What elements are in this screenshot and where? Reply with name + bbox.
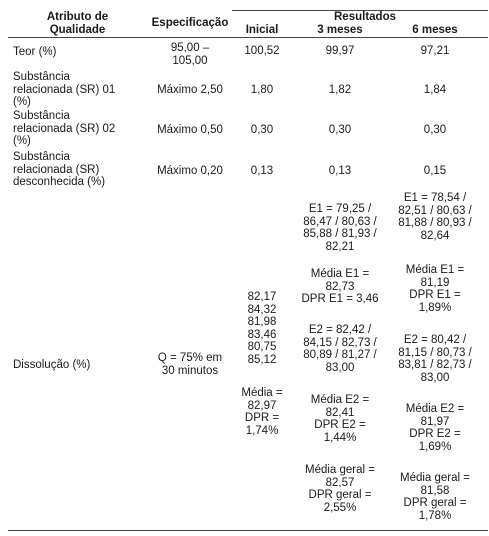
- header-rule-bottom: [8, 37, 488, 38]
- header-attribute: Atributo de Qualidade: [46, 11, 109, 36]
- row-sr01-6m: 1,84: [423, 84, 447, 96]
- dissolucao-initial-stats: Média = 82,97 DPR = 1,74%: [241, 387, 283, 437]
- dissolucao-6m-e1-stats: Média E1 = 81,19 DPR E1 = 1,89%: [405, 264, 465, 314]
- dissolucao-6m-geral: Média geral = 81,58 DPR geral = 1,78%: [400, 472, 470, 522]
- row-sr02-attribute: Substância relacionada (SR) 02 (%): [13, 110, 116, 147]
- row-sr01-spec: Máximo 2,50: [157, 84, 223, 96]
- row-sr02-3m: 0,30: [328, 124, 352, 136]
- dissolucao-3m-e1: E1 = 79,25 / 86,47 / 80,63 / 85,88 / 81,93 / 82,21: [303, 203, 377, 253]
- dissolucao-3m-geral: Média geral = 82,57 DPR geral = 2,55%: [305, 464, 375, 514]
- row-sr01-attribute: Substância relacionada (SR) 01 (%): [13, 71, 116, 108]
- row-sr01-initial: 1,80: [250, 84, 274, 96]
- row-srdesc-initial: 0,13: [250, 165, 274, 177]
- header-results: Resultados: [334, 11, 396, 23]
- row-teor-3m: 99,97: [325, 45, 355, 57]
- row-sr02-spec: Máximo 0,50: [157, 124, 223, 136]
- header-6-months: 6 meses: [412, 24, 458, 36]
- row-teor-spec: 95,00 – 105,00: [170, 42, 210, 67]
- row-srdesc-attribute: Substância relacionada (SR) desconhecida (%): [13, 151, 106, 188]
- row-teor-initial: 100,52: [244, 45, 280, 57]
- header-initial: Inicial: [245, 24, 279, 36]
- row-srdesc-3m: 0,13: [328, 165, 352, 177]
- row-srdesc-6m: 0,15: [423, 165, 447, 177]
- header-spec: Especificação: [151, 17, 229, 29]
- dissolucao-3m-e2-stats: Média E2 = 82,41 DPR E2 = 1,44%: [310, 394, 370, 444]
- header-3-months: 3 meses: [317, 24, 363, 36]
- row-teor-attribute: Teor (%): [13, 46, 57, 58]
- row-dissolucao-spec: Q = 75% em 30 minutos: [157, 352, 223, 377]
- row-sr02-6m: 0,30: [423, 124, 447, 136]
- row-teor-6m: 97,21: [420, 45, 450, 57]
- row-sr02-initial: 0,30: [250, 124, 274, 136]
- dissolucao-3m-e1-stats: Média E1 = 82,73 DPR E1 = 3,46: [301, 268, 379, 305]
- row-srdesc-spec: Máximo 0,20: [157, 165, 223, 177]
- dissolucao-3m-e2: E2 = 82,42 / 84,15 / 82,73 / 80,89 / 81,27 / 83,00: [303, 324, 377, 374]
- dissolucao-6m-e1: E1 = 78,54 / 82,51 / 80,63 / 81,88 / 80,93 / 82,64: [398, 192, 472, 242]
- table-bottom-rule: [8, 530, 488, 531]
- row-sr01-3m: 1,82: [328, 84, 352, 96]
- dissolucao-initial-values: 82,17 84,32 81,98 83,46 80,75 85,12: [247, 291, 277, 366]
- dissolucao-6m-e2-stats: Média E2 = 81,97 DPR E2 = 1,69%: [405, 403, 465, 453]
- dissolucao-6m-e2: E2 = 80,42 / 81,15 / 80,73 / 83,81 / 82,73 / 83,00: [398, 334, 472, 384]
- row-dissolucao-attribute: Dissolução (%): [13, 359, 91, 371]
